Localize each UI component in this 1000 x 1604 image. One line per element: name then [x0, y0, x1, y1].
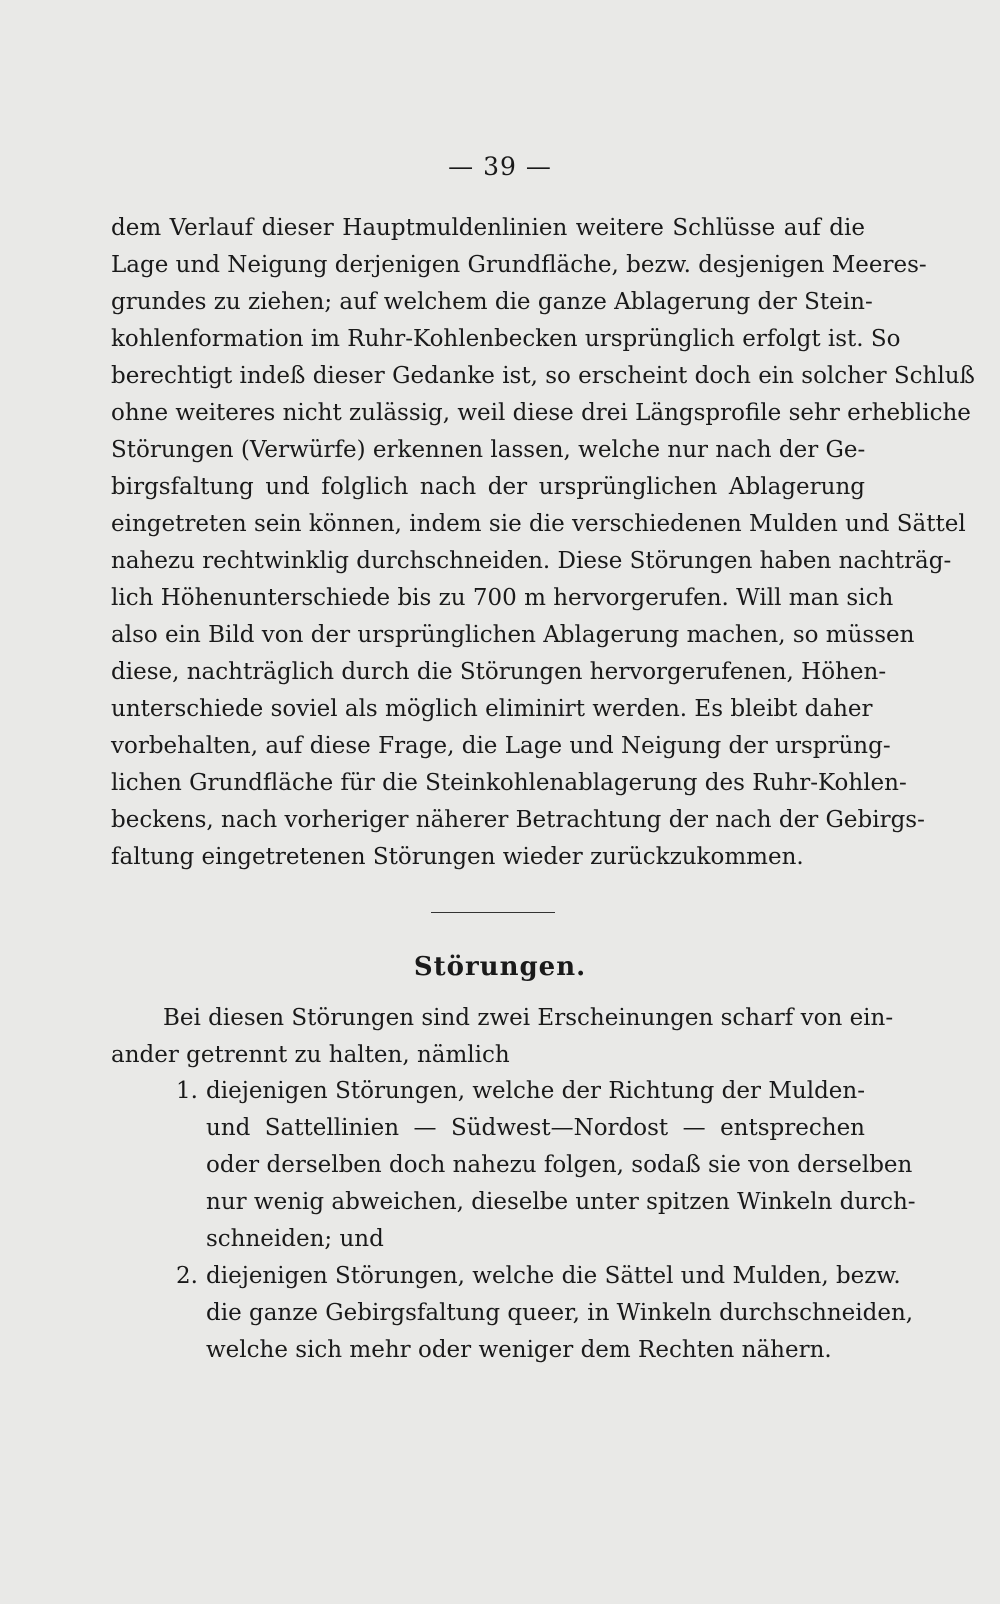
text-line: beckens, nach vorheriger näherer Betrachtung der nach der Gebirgs-	[111, 807, 925, 833]
text-line: diejenigen Störungen, welche der Richtung der Mulden-	[206, 1078, 865, 1104]
list-number: 1.	[176, 1078, 198, 1104]
text-line: berechtigt indeß dieser Gedanke ist, so erscheint doch ein solcher Schluß	[111, 363, 975, 389]
text-line: diejenigen Störungen, welche die Sättel und Mulden, bezw.	[206, 1263, 901, 1289]
text-line: lichen Grundfläche für die Steinkohlenablagerung des Ruhr-Kohlen-	[111, 770, 907, 796]
text-line: grundes zu ziehen; auf welchem die ganze Ablagerung der Stein-	[111, 289, 873, 315]
text-line: lich Höhenunterschiede bis zu 700 m hervorgerufen. Will man sich	[111, 585, 894, 611]
text-line: ohne weiteres nicht zulässig, weil diese drei Längsprofile sehr erhebliche	[111, 400, 971, 426]
text-line: Störungen (Verwürfe) erkennen lassen, welche nur nach der Ge-	[111, 437, 866, 463]
text-line: nahezu rechtwinklig durchschneiden. Diese Störungen haben nachträg-	[111, 548, 952, 574]
page-number: — 39 —	[448, 152, 552, 181]
list-number: 2.	[176, 1263, 198, 1289]
text-line: nur wenig abweichen, dieselbe unter spitzen Winkeln durch-	[206, 1189, 916, 1215]
text-line: vorbehalten, auf diese Frage, die Lage und Neigung der ursprüng-	[111, 733, 891, 759]
text-line: ander getrennt zu halten, nämlich	[111, 1042, 510, 1068]
text-line: und Sattellinien — Südwest—Nordost — entsprechen	[206, 1115, 865, 1141]
text-line: dem Verlauf dieser Hauptmuldenlinien weitere Schlüsse auf die	[111, 215, 865, 241]
text-line: welche sich mehr oder weniger dem Rechten nähern.	[206, 1337, 832, 1363]
text-line: schneiden; und	[206, 1226, 384, 1252]
section-heading: Störungen.	[413, 952, 587, 982]
text-line: Bei diesen Störungen sind zwei Erscheinungen scharf von ein-	[163, 1005, 894, 1031]
section-divider	[431, 912, 555, 913]
text-line: kohlenformation im Ruhr-Kohlenbecken ursprünglich erfolgt ist. So	[111, 326, 901, 352]
text-line: diese, nachträglich durch die Störungen hervorgerufenen, Höhen-	[111, 659, 887, 685]
text-line: also ein Bild von der ursprünglichen Ablagerung machen, so müssen	[111, 622, 915, 648]
text-line: unterschiede soviel als möglich eliminirt werden. Es bleibt daher	[111, 696, 873, 722]
numbered-list	[111, 1073, 916, 1369]
paragraph-1	[111, 210, 975, 876]
list-item	[111, 1073, 916, 1258]
text-line: faltung eingetretenen Störungen wieder zurückzukommen.	[111, 844, 804, 870]
text-line: birgsfaltung und folglich nach der ursprünglichen Ablagerung	[111, 474, 865, 500]
text-line: die ganze Gebirgsfaltung queer, in Winkeln durchschneiden,	[206, 1300, 914, 1326]
text-line: oder derselben doch nahezu folgen, sodaß sie von derselben	[206, 1152, 913, 1178]
list-item	[111, 1258, 914, 1369]
text-line: Lage und Neigung derjenigen Grundfläche, bezw. desjenigen Meeres-	[111, 252, 927, 278]
paragraph-2	[111, 1000, 894, 1074]
text-line: eingetreten sein können, indem sie die verschiedenen Mulden und Sättel	[111, 511, 966, 537]
